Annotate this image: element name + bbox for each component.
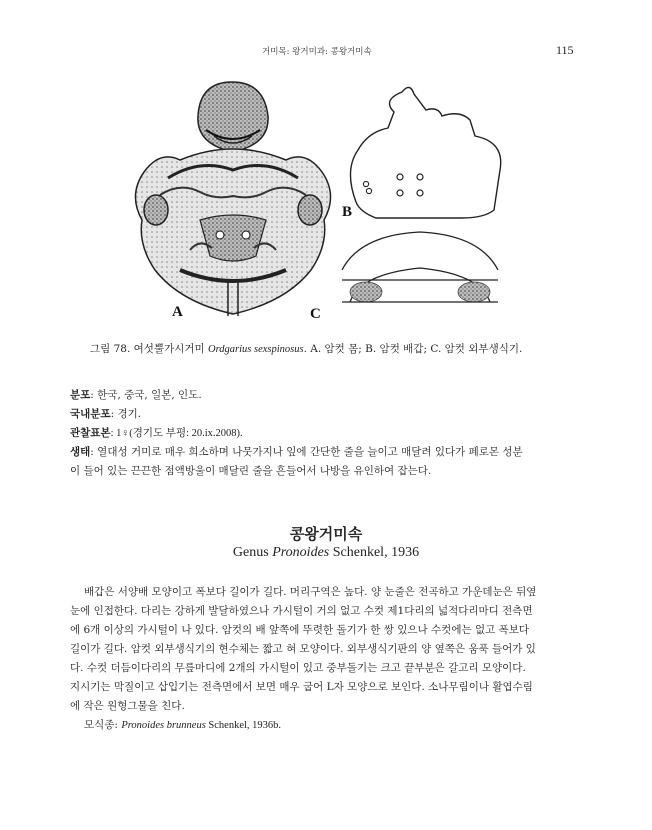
running-title: 거미목: 왕거미과: 콩왕거미속 bbox=[262, 47, 372, 57]
ecology-label: 생태 bbox=[70, 446, 91, 458]
genus-description-line-2: 눈에 인접한다. 다리는 강하게 발달하였으나 가시털이 거의 없고 수컷 제1다리의 넓적다리마디 전측면 bbox=[70, 605, 533, 617]
ecology-line-1 bbox=[70, 443, 590, 462]
specimens-text: : 1♀(경기도 부평: 20.ix.2008). bbox=[110, 428, 243, 439]
ecology-text-1: : 열대성 거미로 매우 희소하며 나뭇가지나 잎에 간단한 줄을 늘이고 매달려 있다가 페로몬 성분 bbox=[90, 446, 523, 458]
figure-78 bbox=[120, 70, 520, 330]
genus-sub-suffix: Schenkel, 1936 bbox=[329, 545, 420, 560]
specimens-label: 관찰표본 bbox=[70, 427, 111, 439]
genus-subtitle bbox=[0, 545, 652, 561]
genus-description-line-6: 지시기는 막질이고 삽입기는 전측면에서 보면 매우 굽어 L자 모양으로 보인다. 소나무림이나 활엽수림 bbox=[70, 681, 533, 693]
figure-label-a: A bbox=[172, 304, 183, 320]
distribution-text: : 한국, 중국, 일본, 인도. bbox=[90, 389, 202, 401]
specimens-line bbox=[70, 424, 590, 443]
genus-sub-prefix: Genus bbox=[232, 545, 273, 560]
caption-suffix: . A. 암컷 몸; B. 암컷 배갑; C. 암컷 외부생식기. bbox=[303, 343, 523, 355]
ecology-line-2: 이 들어 있는 끈끈한 점액방울이 매달린 줄을 흔들어서 나방을 유인하여 잡는다. bbox=[70, 465, 432, 477]
type-species-suffix: Schenkel, 1936b. bbox=[205, 720, 282, 731]
page-number: 115 bbox=[556, 43, 574, 57]
distribution-line bbox=[70, 386, 590, 405]
type-species-prefix: 모식종: bbox=[84, 719, 122, 731]
figure-c-epigynum bbox=[342, 232, 498, 302]
genus-description-line-5: 다. 수컷 더듬이다리의 무릎마디에 2개의 가시털이 있고 중부돌기는 크고 끝부분은 갈고리 모양이다. bbox=[70, 662, 526, 674]
genus-title: 콩왕거미속 bbox=[289, 525, 363, 543]
type-species bbox=[70, 716, 590, 735]
caption-prefix: 그림 78. 여섯뿔가시거미 bbox=[90, 343, 208, 355]
distribution-label: 분포 bbox=[70, 389, 91, 401]
figure-caption bbox=[90, 341, 570, 356]
figure-label-c: C bbox=[310, 306, 321, 322]
domestic-label: 국내분포 bbox=[70, 408, 111, 420]
genus-description-line-3: 에 6개 이상의 가시털이 나 있다. 암컷의 배 앞쪽에 뚜렷한 돌기가 한 쌍 있으나 수컷에는 없고 폭보다 bbox=[70, 624, 529, 636]
spider-illustration bbox=[120, 70, 520, 330]
genus-description-line-4: 길이가 길다. 암컷 외부생식기의 현수체는 짧고 혀 모양이다. 외부생식기판의 양 옆쪽은 움푹 들어가 있 bbox=[70, 643, 536, 655]
figure-label-b: B bbox=[342, 204, 353, 220]
genus-description-line-1: 배갑은 서양배 모양이고 폭보다 길이가 길다. 머리구역은 높다. 양 눈줄은 전곡하고 가운데눈은 뒤옆 bbox=[84, 586, 537, 598]
figure-b-carapace bbox=[350, 87, 500, 218]
domestic-text: : 경기. bbox=[110, 408, 142, 420]
caption-species: Ordgarius sexspinosus bbox=[208, 344, 304, 355]
type-species-name: Pronoides brunneus bbox=[121, 720, 206, 731]
domestic-line bbox=[70, 405, 590, 424]
genus-description-line-7: 에 작은 원형그물을 친다. bbox=[70, 700, 185, 712]
genus-sub-italic: Pronoides bbox=[272, 545, 330, 560]
figure-a-body bbox=[135, 82, 330, 316]
